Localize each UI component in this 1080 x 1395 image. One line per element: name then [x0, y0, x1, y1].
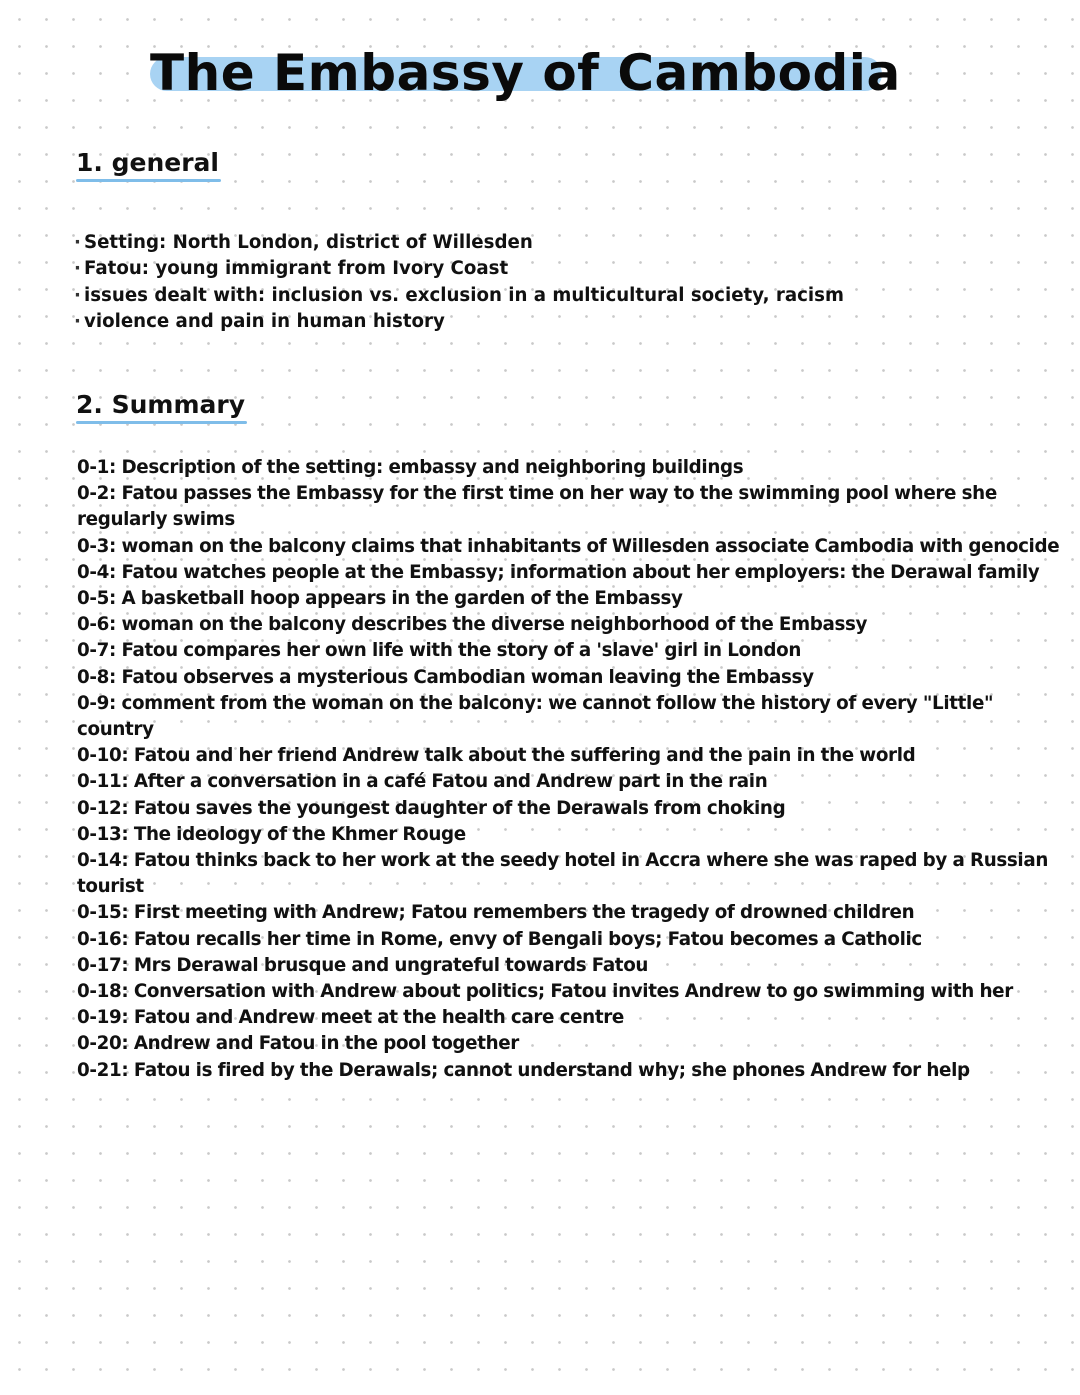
summary-item: 0-18: Conversation with Andrew about politics; Fatou invites Andrew to go swimming with her — [77, 981, 1013, 1003]
summary-item: 0-12: Fatou saves the youngest daughter of the Derawals from choking — [77, 797, 786, 819]
general-item-text: Setting: North London, district of Willesden — [84, 232, 533, 253]
general-list — [74, 230, 1054, 335]
bullet-dot-icon: · — [74, 310, 81, 332]
summary-item: 0-5: A basketball hoop appears in the garden of the Embassy — [77, 588, 683, 610]
bullet-dot-icon: · — [74, 284, 81, 306]
general-item-text: violence and pain in human history — [84, 310, 445, 332]
summary-item: 0-7: Fatou compares her own life with the story of a 'slave' girl in London — [77, 640, 802, 662]
summary-item: 0-4: Fatou watches people at the Embassy; information about her employers: the Derawal family — [77, 561, 1040, 583]
section-heading-general: 1. general — [76, 146, 219, 180]
general-item-text: issues dealt with: inclusion vs. exclusion in a multicultural society, racism — [84, 284, 844, 306]
title-block — [150, 40, 901, 112]
summary-item: 0-19: Fatou and Andrew meet at the health care centre — [77, 1007, 624, 1029]
summary-item: 0-11: After a conversation in a café Fatou and Andrew part in the rain — [77, 771, 768, 793]
bullet-dot-icon: · — [74, 258, 81, 280]
general-item — [74, 230, 1054, 256]
summary-item: 0-16: Fatou recalls her time in Rome, envy of Bengali boys; Fatou becomes a Catholic — [77, 928, 922, 950]
summary-item: 0-14: Fatou thinks back to her work at the seedy hotel in Accra where she was raped by a Russian tourist — [77, 850, 1048, 898]
general-item — [74, 283, 1054, 309]
summary-item: 0-9: comment from the woman on the balcony: we cannot follow the history of every "Little" country — [77, 692, 994, 741]
summary-item: 0-17: Mrs Derawal brusque and ungrateful towards Fatou — [77, 954, 649, 976]
summary-item: 0-1: Description of the setting: embassy and neighboring buildings — [77, 457, 744, 478]
summary-item: 0-2: Fatou passes the Embassy for the first time on her way to the swimming pool where she regularly swims — [77, 483, 997, 531]
summary-list — [77, 455, 1067, 1084]
summary-item: 0-20: Andrew and Fatou in the pool together — [77, 1033, 519, 1055]
summary-item: 0-13: The ideology of the Khmer Rouge — [77, 823, 466, 845]
summary-item: 0-6: woman on the balcony describes the diverse neighborhood of the Embassy — [77, 614, 868, 636]
summary-item: 0-21: Fatou is fired by the Derawals; cannot understand why; she phones Andrew for help — [77, 1059, 970, 1081]
summary-item: 0-3: woman on the balcony claims that inhabitants of Willesden associate Cambodia with genocide — [77, 535, 1060, 557]
summary-item: 0-15: First meeting with Andrew; Fatou remembers the tragedy of drowned children — [77, 902, 915, 924]
page-title: The Embassy of Cambodia — [150, 44, 901, 102]
general-item-text: Fatou: young immigrant from Ivory Coast — [84, 258, 509, 280]
general-item — [74, 309, 1054, 335]
summary-item: 0-8: Fatou observes a mysterious Cambodian woman leaving the Embassy — [77, 666, 814, 688]
summary-item: 0-10: Fatou and her friend Andrew talk about the suffering and the pain in the world — [77, 745, 916, 767]
bullet-dot-icon: · — [74, 232, 81, 253]
general-item — [74, 256, 1054, 282]
section-heading-summary: 2. Summary — [76, 388, 245, 422]
